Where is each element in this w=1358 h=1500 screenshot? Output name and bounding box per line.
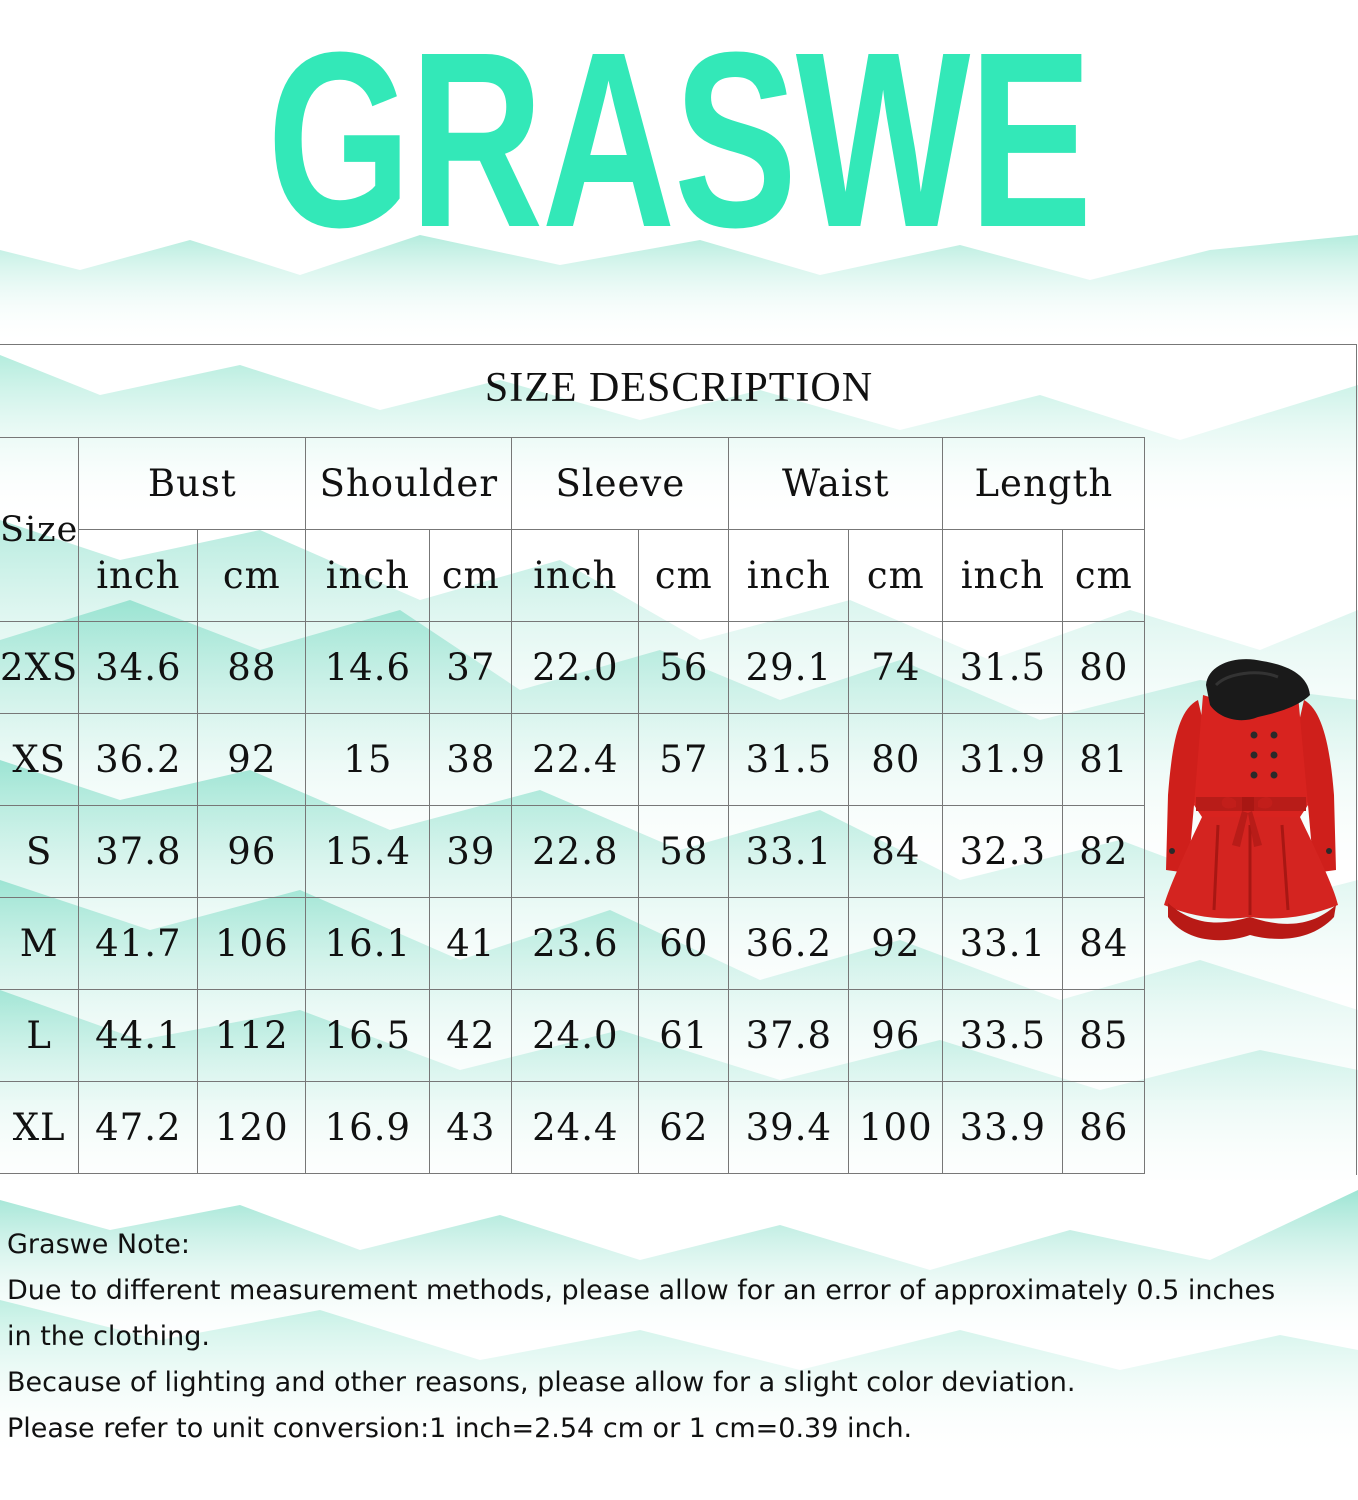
unit-header: inch: [729, 530, 849, 622]
table-cell: 58: [639, 806, 729, 898]
graswe-notes: [7, 1222, 1352, 1452]
table-cell: 33.1: [943, 898, 1063, 990]
table-cell: 29.1: [729, 622, 849, 714]
note-line: Please refer to unit conversion:1 inch=2.54 cm or 1 cm=0.39 inch.: [7, 1413, 913, 1444]
table-cell: 42: [430, 990, 512, 1082]
table-cell: 81: [1063, 714, 1145, 806]
table-row: [0, 1082, 1145, 1174]
table-cell: 37: [430, 622, 512, 714]
unit-header: cm: [1063, 530, 1145, 622]
table-cell: 39.4: [729, 1082, 849, 1174]
unit-header: cm: [849, 530, 943, 622]
table-cell: 34.6: [79, 622, 198, 714]
size-label: L: [0, 990, 79, 1082]
table-row: [0, 622, 1145, 714]
table-cell: 15: [306, 714, 430, 806]
table-cell: 31.5: [729, 714, 849, 806]
table-row: [0, 714, 1145, 806]
size-column-header: Size: [0, 438, 79, 622]
group-header: Length: [943, 438, 1145, 530]
table-cell: 16.5: [306, 990, 430, 1082]
table-cell: 33.9: [943, 1082, 1063, 1174]
unit-header: cm: [198, 530, 306, 622]
unit-header: inch: [79, 530, 198, 622]
table-cell: 33.1: [729, 806, 849, 898]
note-line: Due to different measurement methods, please allow for an error of approximately 0.5 inches: [7, 1275, 1276, 1306]
table-cell: 36.2: [79, 714, 198, 806]
table-cell: 23.6: [512, 898, 639, 990]
unit-header-row: [0, 530, 1145, 622]
table-cell: 84: [1063, 898, 1145, 990]
table-cell: 22.4: [512, 714, 639, 806]
group-header: Waist: [729, 438, 943, 530]
table-cell: 62: [639, 1082, 729, 1174]
table-cell: 31.5: [943, 622, 1063, 714]
table-cell: 14.6: [306, 622, 430, 714]
table-cell: 56: [639, 622, 729, 714]
unit-header: cm: [430, 530, 512, 622]
table-cell: 80: [1063, 622, 1145, 714]
size-description-title: SIZE DESCRIPTION: [484, 365, 874, 411]
table-cell: 38: [430, 714, 512, 806]
table-cell: 37.8: [79, 806, 198, 898]
unit-header: inch: [306, 530, 430, 622]
table-row: [0, 898, 1145, 990]
table-cell: 22.8: [512, 806, 639, 898]
table-row: [0, 806, 1145, 898]
table-cell: 16.9: [306, 1082, 430, 1174]
table-cell: 22.0: [512, 622, 639, 714]
table-cell: 92: [198, 714, 306, 806]
size-label: M: [0, 898, 79, 990]
table-cell: 24.0: [512, 990, 639, 1082]
table-cell: 96: [849, 990, 943, 1082]
table-cell: 92: [849, 898, 943, 990]
unit-header: inch: [512, 530, 639, 622]
size-label: XL: [0, 1082, 79, 1174]
table-cell: 33.5: [943, 990, 1063, 1082]
table-cell: 86: [1063, 1082, 1145, 1174]
group-header: Shoulder: [306, 438, 512, 530]
table-cell: 24.4: [512, 1082, 639, 1174]
group-header: Sleeve: [512, 438, 729, 530]
table-cell: 15.4: [306, 806, 430, 898]
table-cell: 47.2: [79, 1082, 198, 1174]
brand-logo: GRASWE: [267, 0, 1091, 279]
group-header: Bust: [79, 438, 306, 530]
table-cell: 84: [849, 806, 943, 898]
table-cell: 74: [849, 622, 943, 714]
table-cell: 32.3: [943, 806, 1063, 898]
note-heading: Graswe Note:: [7, 1229, 190, 1260]
table-cell: 85: [1063, 990, 1145, 1082]
table-cell: 60: [639, 898, 729, 990]
table-cell: 106: [198, 898, 306, 990]
unit-header: inch: [943, 530, 1063, 622]
size-label: XS: [0, 714, 79, 806]
note-line: Because of lighting and other reasons, please allow for a slight color deviation.: [7, 1367, 1076, 1398]
table-cell: 37.8: [729, 990, 849, 1082]
table-row: [0, 990, 1145, 1082]
table-cell: 44.1: [79, 990, 198, 1082]
table-cell: 61: [639, 990, 729, 1082]
table-cell: 100: [849, 1082, 943, 1174]
unit-header: cm: [639, 530, 729, 622]
red-coat-image: [1158, 655, 1342, 945]
table-cell: 120: [198, 1082, 306, 1174]
table-cell: 16.1: [306, 898, 430, 990]
table-cell: 36.2: [729, 898, 849, 990]
group-header-row: [0, 438, 1145, 530]
table-cell: 96: [198, 806, 306, 898]
table-cell: 41.7: [79, 898, 198, 990]
size-label: S: [0, 806, 79, 898]
table-cell: 41: [430, 898, 512, 990]
table-cell: 82: [1063, 806, 1145, 898]
table-cell: 39: [430, 806, 512, 898]
table-cell: 57: [639, 714, 729, 806]
table-cell: 43: [430, 1082, 512, 1174]
size-table: [0, 437, 1145, 1174]
table-cell: 80: [849, 714, 943, 806]
size-label: 2XS: [0, 622, 79, 714]
table-cell: 88: [198, 622, 306, 714]
note-line: in the clothing.: [7, 1321, 210, 1352]
table-cell: 112: [198, 990, 306, 1082]
table-cell: 31.9: [943, 714, 1063, 806]
